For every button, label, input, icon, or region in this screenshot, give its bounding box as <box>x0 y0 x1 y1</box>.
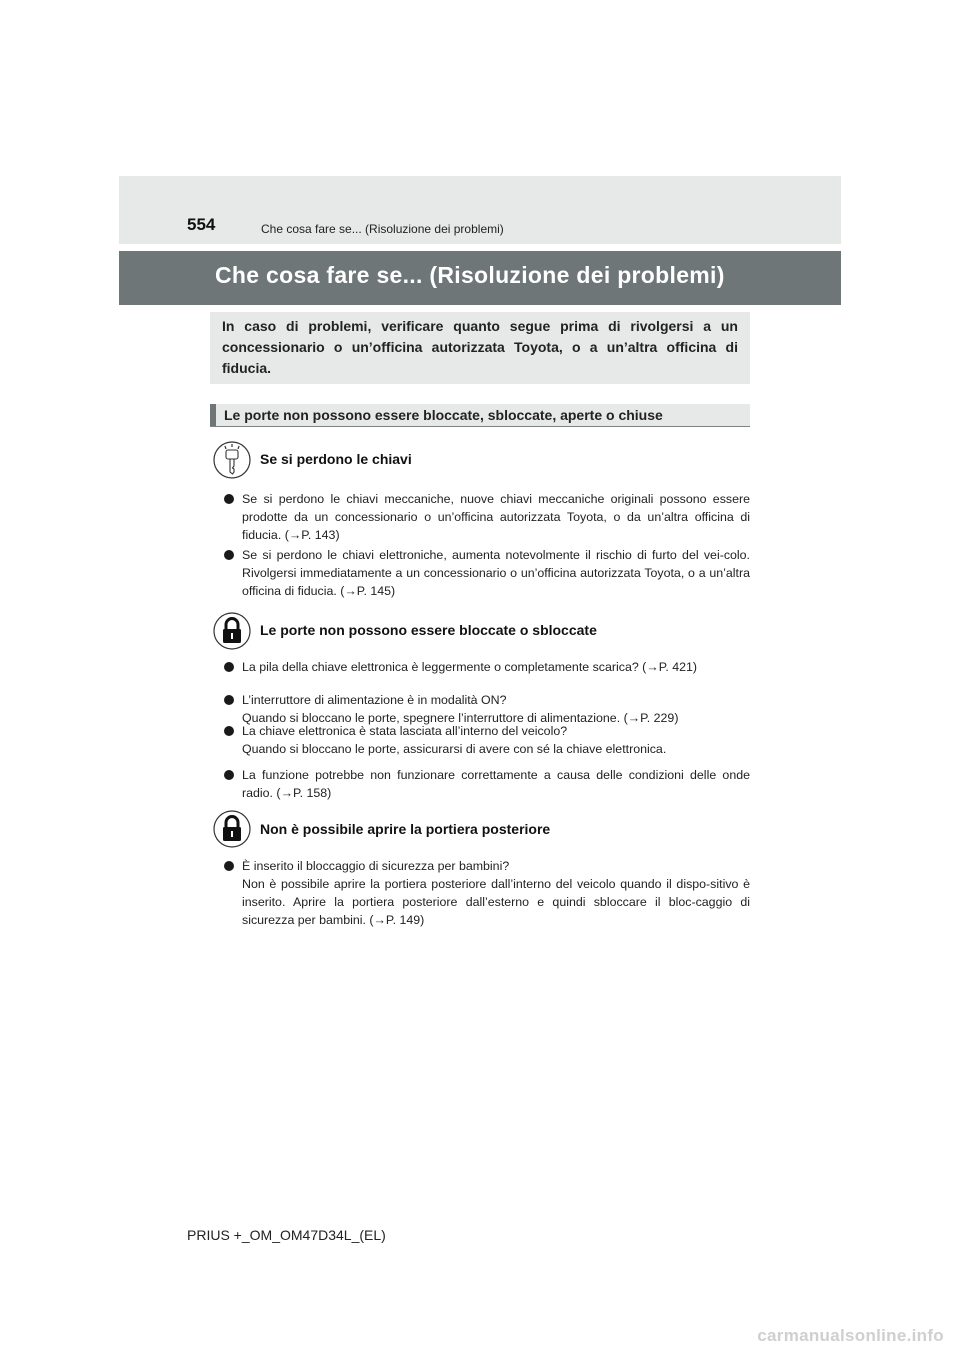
bullet-text: Se si perdono le chiavi elettroniche, aumenta notevolmente il rischio di furto del vei-colo. Rivolgersi immediatamente a un concessionario o un’officina autorizzata Toyota, o a un’altra officina di fiducia. (→P. 145) <box>242 548 750 598</box>
bullet-text: La chiave elettronica è stata lasciata all’interno del veicolo? <box>242 724 568 738</box>
lock-icon <box>213 810 251 848</box>
bullet-dot <box>224 550 234 560</box>
bullet-text: Quando si bloccano le porte, assicurarsi di avere con sé la chiave elettronica. <box>242 742 667 756</box>
intro-text: In caso di problemi, verificare quanto segue prima di rivolgersi a un concessionario o un’officina autorizzata Toyota, o a un’altra officina di fiducia. <box>222 318 738 376</box>
bullet-text: La pila della chiave elettronica è leggermente o completamente scarica? (→P. 421) <box>242 660 698 674</box>
subsection-title-doors-lock: Le porte non possono essere bloccate o sbloccate <box>260 622 597 638</box>
bullet-dot <box>224 726 234 736</box>
lock-icon <box>213 612 251 650</box>
key-icon <box>213 441 251 479</box>
bullet-dot <box>224 662 234 672</box>
bullet-dot <box>224 770 234 780</box>
bullet-text: Se si perdono le chiavi meccaniche, nuove chiavi meccaniche originali possono essere prodotte da un concessionario o un’officina autorizzata Toyota, o da un’altra officina di fiducia. (→P. 143) <box>242 492 750 542</box>
bullet-dot <box>224 695 234 705</box>
bullet-dot <box>224 494 234 504</box>
subsection-title-rear-door: Non è possibile aprire la portiera posteriore <box>260 821 551 837</box>
section-title: Le porte non possono essere bloccate, sbloccate, aperte o chiuse <box>224 407 663 423</box>
section-heading <box>210 404 750 427</box>
subsection-title-lost-keys: Se si perdono le chiavi <box>260 451 412 467</box>
page-title: Che cosa fare se... (Risoluzione dei problemi) <box>215 262 725 288</box>
bullet-text: Non è possibile aprire la portiera posteriore dall’interno del veicolo quando il dispo-sitivo è inserito. Aprire la portiera posteriore dall’esterno e quindi sbloccare il bloc-caggio di sicurezza per bambini. (→P. 149) <box>242 877 750 927</box>
page-number: 554 <box>187 215 216 234</box>
bullet-text: L’interruttore di alimentazione è in modalità ON? <box>242 693 507 707</box>
footer-code: PRIUS +_OM_OM47D34L_(EL) <box>187 1227 386 1243</box>
bullet-dot <box>224 861 234 871</box>
intro-box <box>210 312 750 384</box>
watermark: carmanualsonline.info <box>757 1326 944 1345</box>
running-head: Che cosa fare se... (Risoluzione dei problemi) <box>261 222 504 236</box>
bullet-text: È inserito il bloccaggio di sicurezza per bambini? <box>242 859 510 873</box>
title-band <box>119 251 841 305</box>
bullet-text: Quando si bloccano le porte, spegnere l’interruttore di alimentazione. (→P. 229) <box>242 711 679 725</box>
bullet-text: La funzione potrebbe non funzionare correttamente a causa delle condizioni delle onde radio. (→P. 158) <box>242 768 750 800</box>
